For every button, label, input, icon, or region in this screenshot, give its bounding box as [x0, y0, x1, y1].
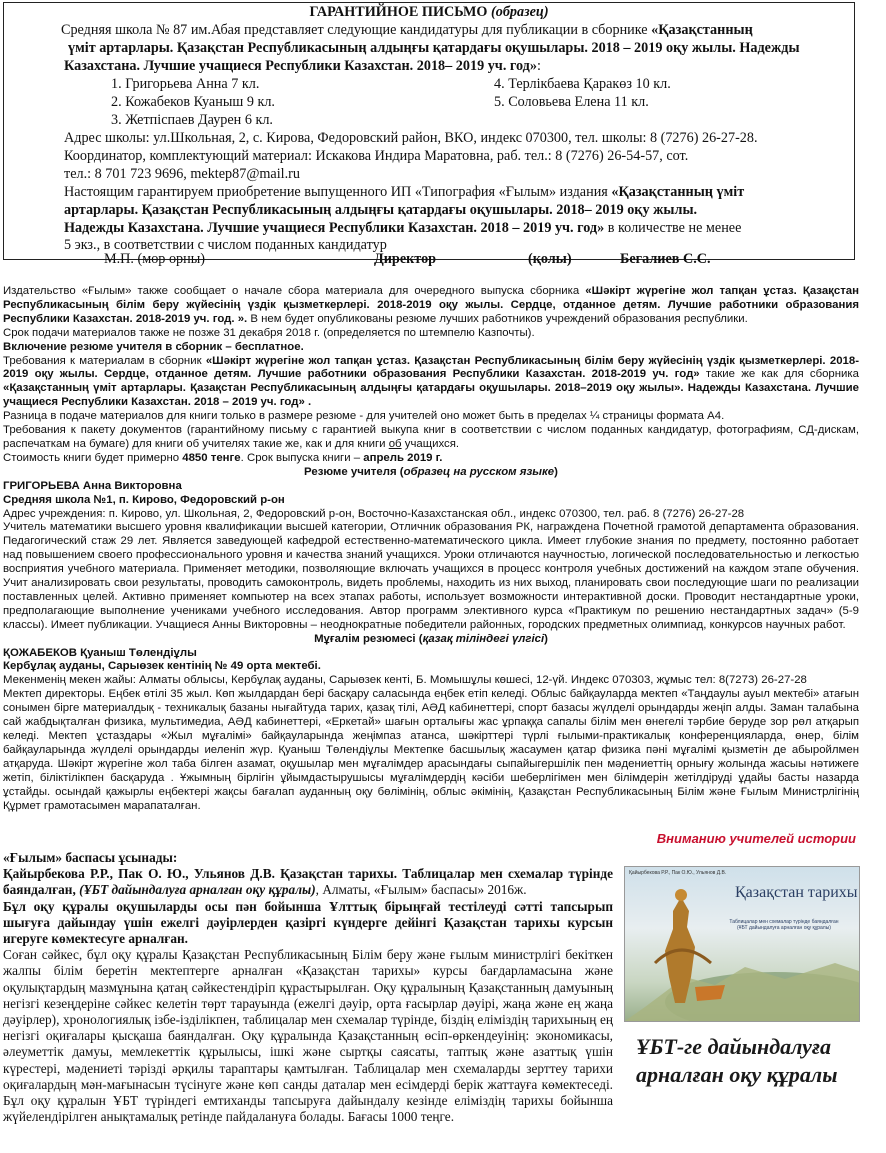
- announce-difference: Разница в подаче материалов для книги только в размере резюме - для учителей оно может быть в пределах ¼ страницы формата А4.: [3, 410, 725, 423]
- teacher-address: Мекенменің мекен жайы: Алматы облысы, Кербұлақ ауданы, Сарыөзек кенті, Б. Момышұлы көшесі, 12-үй. Индекс 070303, жұмыс тел: 8(7273) 26-27-28: [3, 674, 807, 687]
- signature-place: (қолы): [528, 251, 572, 267]
- teacher-address: Адрес учреждения: п. Кирово, ул. Школьная, 2, Федоровский р-он, Восточно-Казахстанская обл., индекс 070300, тел. раб. 8 (7276) 26-27-28: [3, 507, 745, 520]
- teacher-school: Кербұлақ ауданы, Сарыөзек кентінің № 49 орта мектебі.: [3, 660, 321, 673]
- guarantee-text: артарлары. Қазақстан Республикасының алдыңғы қатардағы оқушылары. 2018– 2019 оқу жылы.: [64, 202, 698, 218]
- contact-phones: тел.: 8 701 723 9696, mektep87@mail.ru: [64, 166, 300, 182]
- resume-kz-heading: Мұғалім резюмесі (қазақ тіліндегі үлгісі): [314, 632, 548, 645]
- letter-title: ГАРАНТИЙНОЕ ПИСЬМО (образец): [309, 4, 549, 20]
- guarantee-text: 5 экз., в соответствии с числом поданных кандидатур: [64, 237, 387, 253]
- candidate-item: 1. Григорьева Анна 7 кл.: [111, 76, 260, 92]
- teacher-resume: Мектеп директоры. Еңбек өтілі 35 жыл. Көп жылдардан бері басқару саласында еңбек етіп келеді. Облыс байқауларда мектеп «Таңдаулы ауыл мектебі» атағын сонымен бірге материалдық - техникалық базаны нығайтуда тарих, қазақ тілі, АӘД кабинеттері, спорт базасы жүлделі орындарды жеңіп алды. Заман талабына сай жабдықталған физика, мультимедиа, АӘД кабинеттері, «Еркетай» шағын орталығы жас ұрпаққа сапалы білім мен өнегелі тәрбие беруде зор рөл атқарып келеді. Мектеп ұстаздары «Жыл мұғалімі» байқауларында жеңімпаз атанса, шәкірттері түрлі ғылыми-практикалық конференцияларда, өнер, білім байқауларында жүлделі орындарды иеленіп жүр. Қуаныш Төлендіұлы Мектепке басшылық жасаумен қатар физика пәні мұғалімі қызметін де абыройлмен атқаруда. Шәкірт жүрегіне жол таба білген азамат, оқушылар мен мұғалімдер арасындағы сыпайыгершілік пен мәдениеттің орнығу жолында жасыы нәтижеге жетіп, біліктілікпен басқаруда . Ұжымның бірлігін ұйымдастырушысы мұғалімдердің кәсіби шеберлігімен мен білімдерін жетілдіруді ұдайы басты назарда ұстайды. осындай қажырлы еңбектері жақсы бағалап ауданның оқу бөлімінің, облыс әкімінің, Қазақстан Республикасының Білім және Ғылым Министрлігінің Құрмет грамотасымен марапаталған.: [3, 688, 859, 812]
- school-address: Адрес школы: ул.Школьная, 2, с. Кирова, Федоровский район, ВКО, индекс 070300, тел. школы: 8 (7276) 26-27-28.: [64, 130, 758, 146]
- candidate-item: 4. Терлікбаева Қаракөз 10 кл.: [494, 76, 671, 92]
- announce-documents: Требования к пакету документов (гарантийному письму с гарантией выкупа книг в соответствии с числом поданных кандидатур, фотографиям, СД-дискам, распечаткам на бумаге) для книги об учителях такие же, как и для книги об учащихся.: [3, 424, 859, 450]
- book-cover-image: [624, 866, 860, 1022]
- teacher-name: ҚОЖАБЕКОВ Қуаныш Төлендіұлы: [3, 646, 197, 659]
- candidate-item: 3. Жетпіспаев Даурен 6 кл.: [111, 112, 273, 128]
- announce-price: Стоимость книги будет примерно 4850 тенге. Срок выпуска книги – апрель 2019 г.: [3, 451, 443, 464]
- announce-free: Включение резюме учителя в сборник – бесплатное.: [3, 340, 304, 353]
- resume-ru-heading: Резюме учителя (образец на русском языке): [304, 465, 558, 478]
- guarantee-text: Надежды Казахстана. Лучшие учащиеся Республики Казахстан. 2018 – 2019 уч. год» в количестве не менее: [64, 220, 742, 236]
- guarantee-text: Настоящим гарантируем приобретение выпущенного ИП «Типография «Ғылым» издания «Қазақстанның үміт: [64, 184, 745, 200]
- book-purpose: Бұл оқу құралы оқушыларды осы пән бойынша Ұлттық бірыңғай тестілеуді сәтті тапсырып шығуға дайындау үшін ежелгі дәуірлерден қазіргі күндерге дейінгі Қазақстан тарихы курсын игеруге көмектесуге арналған.: [3, 898, 613, 947]
- book-caption: ҰБТ-ге дайындалуға арналған оқу құралы: [636, 1034, 838, 1087]
- director-name: Бегалиев С.С.: [620, 251, 711, 267]
- book-promo: [3, 850, 613, 1125]
- teacher-resume: Учитель математики высшего уровня квалификации высшей категории, Отличник образования РК, награждена Почетной грамотой департамента образования. Педагогический стаж 29 лет. Является заведующей кафедрой естественно-математического цикла. Имеет глубокие знания по предмету, постоянно работает над повышением своего профессионального уровня и качества знаний учащихся. Уроки отличаются научностью, логической последовательностью и легкостью восприятия учебного материала. Применяет методики, позволяющие включать учащихся в процесс контроля учебных достижений на каждом этапе обучения. Учит анализировать свои результаты, проводить самоконтроль, видеть проблемы, находить из них выход, планировать свои последующие шаги по реализации поставленных целей. Активно применяет компьютер на всех этапах работы, использует возможности интерактивной доски. Проводит нестандартные уроки, предполагающие выполнение учениками учебного исследования. Автор программ элективного курса «Практикум по решению нестандартных задач» (5-9 классы). Имеет публикации. Учащиеся Анны Викторовны – неоднократные победители районных, городских предметных олимпиад, конкурсов научных работ.: [3, 521, 859, 631]
- coordinator: Координатор, комплектующий материал: Искакова Индира Маратовна, раб. тел.: 8 (7276) 26-54-57, сот.: [64, 148, 689, 164]
- announce-deadline: Срок подачи материалов также не позже 31 декабря 2018 г. (определяется по штемпелю Казпочты).: [3, 326, 535, 339]
- letter-line: Средняя школа № 87 им.Абая представляет следующие кандидатуры для публикации в сборнике «Қазақстанның: [61, 22, 753, 38]
- teacher-name: ГРИГОРЬЕВА Анна Викторовна: [3, 479, 182, 492]
- cover-title: Қазақстан тарихы: [735, 884, 858, 901]
- letter-line: үміт артарлары. Қазақстан Республикасының алдыңғы қатардағы оқушылары. 2018 – 2019 оқу жылы. Надежды: [68, 40, 800, 56]
- candidate-item: 2. Кожабеков Куаныш 9 кл.: [111, 94, 275, 110]
- announce-requirements: Требования к материалам в сборник «Шәкірт жүрегіне жол тапқан ұстаз. Қазақстан Республикасының білім беру жүйесінің үздік қызметкерлері. 2018-2019 оқу жылы. Сердце, отданное детям. Лучшие работники образования Республики Казахстан. 2018-2019 уч. год» такие же как для сборника «Қазақстанның үміт артарлары. Қазақстан Республикасының алдыңғы қатардағы оқушылары. 2018–2019 оқу жылы». Надежды Казахстана. Лучшие учащиеся Республики Казахстан. 2018 – 2019 уч. год» .: [3, 354, 859, 409]
- cover-authors: Қайырбекова Р.Р., Пак О.Ю., Ульянов Д.В.: [629, 870, 727, 876]
- candidate-item: 5. Соловьева Елена 11 кл.: [494, 94, 649, 110]
- letter-line: Казахстана. Лучшие учащиеся Республики Казахстан. 2018– 2019 уч. год»:: [64, 58, 541, 74]
- book-reference: Қайырбекова Р.Р., Пак О. Ю., Ульянов Д.В. Қазақстан тарихы. Таблицалар мен схемалар түрінде баяндалған, (ҰБТ дайындалуға арналған оқу құралы), Алматы, «Ғылым» баспасы» 2016ж.: [3, 866, 613, 898]
- stamp-place: М.П. (мөр орны): [104, 251, 205, 267]
- teacher-school: Средняя школа №1, п. Кирово, Федоровский р-он: [3, 493, 285, 506]
- cover-subtitle: Таблицалар мен схемалар түрінде баяндалған (ҰБТ дайындалуға арналған оқу құралы): [729, 919, 839, 931]
- guarantee-letter-box: [3, 2, 855, 267]
- publisher-offer: «Ғылым» баспасы ұсынады:: [3, 850, 178, 865]
- director-label: Директор: [374, 251, 437, 267]
- publisher-announcement: [3, 285, 859, 813]
- history-teachers-notice: Вниманию учителей истории: [656, 831, 856, 846]
- announce-paragraph: Издательство «Ғылым» также сообщает о начале сбора материала для очередного выпуска сборника «Шәкірт жүрегіне жол тапқан ұстаз. Қазақстан Республикасының білім беру жүйесінің үздік қызметкерлері. 2018-2019 оқу жылы. Сердце, отданное детям. Лучшие работники образования Республики Казахстан. 2018-2019 уч. год. ». В нем будет опубликованы резюме лучших работников учреждений образования республики.: [3, 285, 859, 325]
- book-description: Соған сәйкес, бұл оқу құралы Қазақстан Республикасының Білім беру және ғылым министрлігі бекіткен жалпы білім беретін мектептерге арналған «Қазақстан тарихы» курсы бағдарламасына және оқулықтардың мазмұнына қатаң сәйкестендіріп құрастырылған. Оқу құралының Қазақстанның дамуының негізгі кезеңдеріне сәйкес келетін төрт тарауында (ежелгі дәуір, орта ғасырлар дәуірі, жаңа және ең жаңа дәуірлер), хронологиялық ізбе-ізділікпен, таблицалар мен схемалар түрінде, біздің еліміздің тарихының ең негізгі оқиғалары қысқаша баяндалған. Оқу құралында Қазақстанның өсіп-өркендеуінің: экономикасы, әлеуметтік дамуы, мемлекеттік құрылысы, ішкі және сыртқы саясаты, таптық және азаттық үшін күрестері, мәдениеті тәрізді әрқилы тараптары қамтылған. Таблицалар мен схемаларды зерттеу тарихи оқиғалардың мән-мағынасын түсінуге және көп санды даталар мен есімдерді берік жаттауға көмектеседі. Бұл оқу құралын ҰБТ түріндегі емтиханды тапсыруға дайындалу кезінде еліміздің тарихы бойынша жүйелендірілген анықтамалық ретінде пайдалануға болады. Бағасы 1000 теңге.: [3, 947, 613, 1125]
